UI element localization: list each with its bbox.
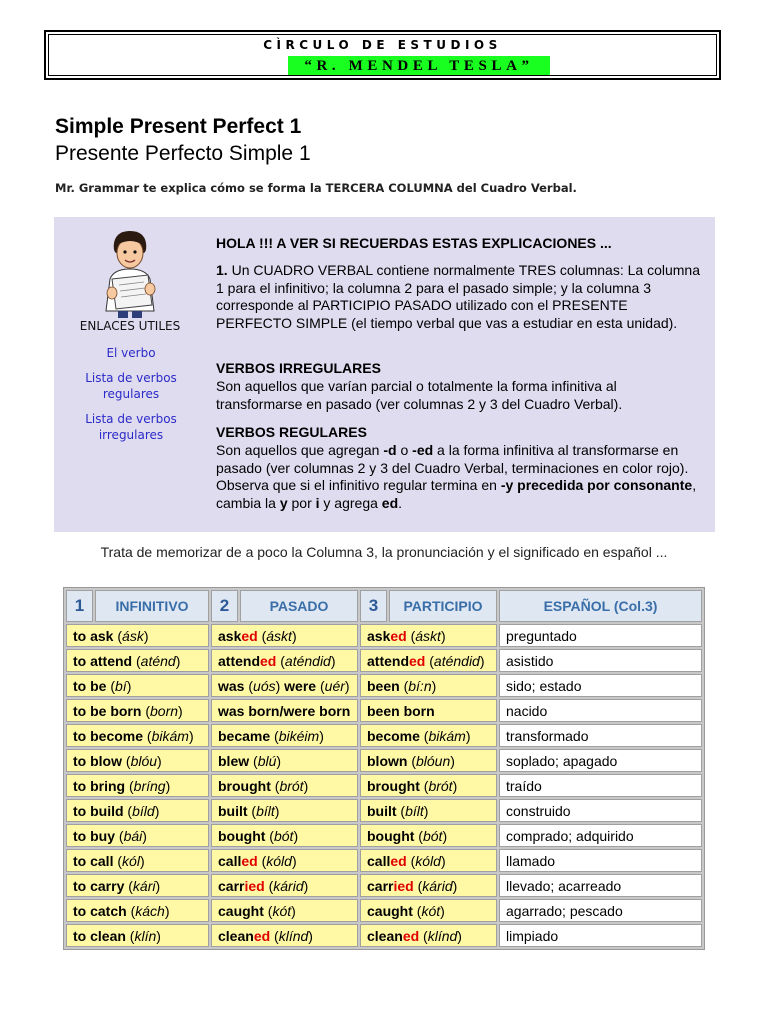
cell-participio: caught (kót) [360, 899, 497, 922]
links-heading: ENLACES UTILES [79, 319, 181, 333]
cell-pasado: was (uós) were (uér) [211, 674, 358, 697]
table-row [66, 724, 702, 747]
cell-participio: called (kóld) [360, 849, 497, 872]
cell-infinitivo: to build (bíld) [66, 799, 209, 822]
cell-pasado: asked (áskt) [211, 624, 358, 647]
cell-espanol: llamado [499, 849, 702, 872]
cell-participio: brought (brót) [360, 774, 497, 797]
cell-infinitivo: to bring (bríng) [66, 774, 209, 797]
header-title: CÌRCULO DE ESTUDIOS [263, 38, 502, 52]
cell-infinitivo: to carry (kári) [66, 874, 209, 897]
cell-pasado: bought (bót) [211, 824, 358, 847]
cell-espanol: agarrado; pescado [499, 899, 702, 922]
table-row [66, 649, 702, 672]
table-row [66, 749, 702, 772]
cell-infinitivo: to call (kól) [66, 849, 209, 872]
col-header-pasado: PASADO [240, 590, 358, 622]
cell-pasado: attended (aténdid) [211, 649, 358, 672]
table-row [66, 799, 702, 822]
cell-participio: bought (bót) [360, 824, 497, 847]
cell-espanol: comprado; adquirido [499, 824, 702, 847]
cell-infinitivo: to attend (aténd) [66, 649, 209, 672]
paragraph-irregulares: Son aquellos que varían parcial o totalmente la forma infinitiva al transformarse en pasado (ver columnas 2 y 3 del Cuadro Verbal). [216, 378, 623, 412]
cell-participio: built (bílt) [360, 799, 497, 822]
cell-pasado: brought (brót) [211, 774, 358, 797]
col-number-1: 1 [66, 590, 93, 622]
cell-espanol: soplado; apagado [499, 749, 702, 772]
cell-pasado: was born/were born [211, 699, 358, 722]
table-row [66, 874, 702, 897]
col-header-espanol: ESPAÑOL (Col.3) [499, 590, 702, 622]
table-row [66, 899, 702, 922]
cell-pasado: became (bikéim) [211, 724, 358, 747]
cell-participio: cleaned (klínd) [360, 924, 497, 947]
table-row [66, 699, 702, 722]
cell-participio: become (bikám) [360, 724, 497, 747]
cell-participio: been (bí:n) [360, 674, 497, 697]
cell-espanol: limpiado [499, 924, 702, 947]
cell-infinitivo: to blow (blóu) [66, 749, 209, 772]
cell-pasado: caught (kót) [211, 899, 358, 922]
table-header-row [66, 590, 702, 622]
cell-participio: carried (kárid) [360, 874, 497, 897]
cell-pasado: carried (kárid) [211, 874, 358, 897]
verb-table [63, 587, 705, 950]
cell-infinitivo: to be born (born) [66, 699, 209, 722]
cell-infinitivo: to be (bí) [66, 674, 209, 697]
table-row [66, 774, 702, 797]
cell-infinitivo: to ask (ásk) [66, 624, 209, 647]
mr-grammar-illustration [92, 227, 168, 319]
regular-heading: VERBOS REGULARES [216, 424, 367, 440]
irregular-heading: VERBOS IRREGULARES [216, 360, 381, 376]
cell-participio: attended (aténdid) [360, 649, 497, 672]
cell-infinitivo: to clean (klín) [66, 924, 209, 947]
cell-pasado: built (bílt) [211, 799, 358, 822]
verb-table-body [66, 624, 702, 947]
table-row [66, 824, 702, 847]
cell-infinitivo: to become (bikám) [66, 724, 209, 747]
page-subtitle: Presente Perfecto Simple 1 [55, 142, 311, 165]
cell-participio: asked (áskt) [360, 624, 497, 647]
cell-pasado: cleaned (klínd) [211, 924, 358, 947]
cell-espanol: preguntado [499, 624, 702, 647]
paragraph-cuadro-verbal: 1. Un CUADRO VERBAL contiene normalmente TRES columnas: La columna 1 para el infinitivo; la columna 2 para el pasado simple; y la columna 3 corresponde al PARTICIPIO PASADO utilizado con el PRESENTE PERFECTO SIMPLE (el tiempo verbal que vas a estudiar en esta unidad). [216, 262, 701, 331]
col-header-infinitivo: INFINITIVO [95, 590, 209, 622]
header-subtitle: “R. MENDEL TESLA” [288, 56, 550, 76]
header-banner [44, 30, 721, 80]
cell-espanol: sido; estado [499, 674, 702, 697]
greeting-heading: HOLA !!! A VER SI RECUERDAS ESTAS EXPLICACIONES ... [216, 235, 612, 251]
table-row [66, 924, 702, 947]
cell-pasado: blew (blú) [211, 749, 358, 772]
cell-infinitivo: to catch (kách) [66, 899, 209, 922]
cell-espanol: asistido [499, 649, 702, 672]
explanation-panel [54, 217, 715, 532]
cell-pasado: called (kóld) [211, 849, 358, 872]
page-title: Simple Present Perfect 1 [55, 115, 302, 138]
sidebar [54, 217, 206, 532]
table-row [66, 674, 702, 697]
col-number-2: 2 [211, 590, 238, 622]
link-el-verbo[interactable]: El verbo [106, 346, 156, 360]
paragraph-regulares: Son aquellos que agregan -d o -ed a la forma infinitiva al transformarse en pasado (ver columnas 2 y 3 del Cuadro Verbal, terminaciones en color rojo). Observa que si el infinitivo regular termina en -y precedida por consonante, cambia la y por i y agrega ed. [216, 442, 697, 511]
cell-espanol: construido [499, 799, 702, 822]
cell-participio: blown (blóun) [360, 749, 497, 772]
cell-participio: been born [360, 699, 497, 722]
cell-espanol: traído [499, 774, 702, 797]
memorize-note: Trata de memorizar de a poco la Columna 3, la pronunciación y el significado en español ... [100, 544, 668, 560]
table-row [66, 849, 702, 872]
table-row [66, 624, 702, 647]
col-header-participio: PARTICIPIO [389, 590, 497, 622]
cell-espanol: transformado [499, 724, 702, 747]
col-number-3: 3 [360, 590, 387, 622]
cell-espanol: llevado; acarreado [499, 874, 702, 897]
intro-text: Mr. Grammar te explica cómo se forma la TERCERA COLUMNA del Cuadro Verbal. [55, 181, 577, 195]
cell-espanol: nacido [499, 699, 702, 722]
link-verbos-regulares[interactable]: Lista de verbos regulares [85, 371, 177, 401]
link-verbos-irregulares[interactable]: Lista de verbos irregulares [85, 412, 177, 442]
cell-infinitivo: to buy (bái) [66, 824, 209, 847]
